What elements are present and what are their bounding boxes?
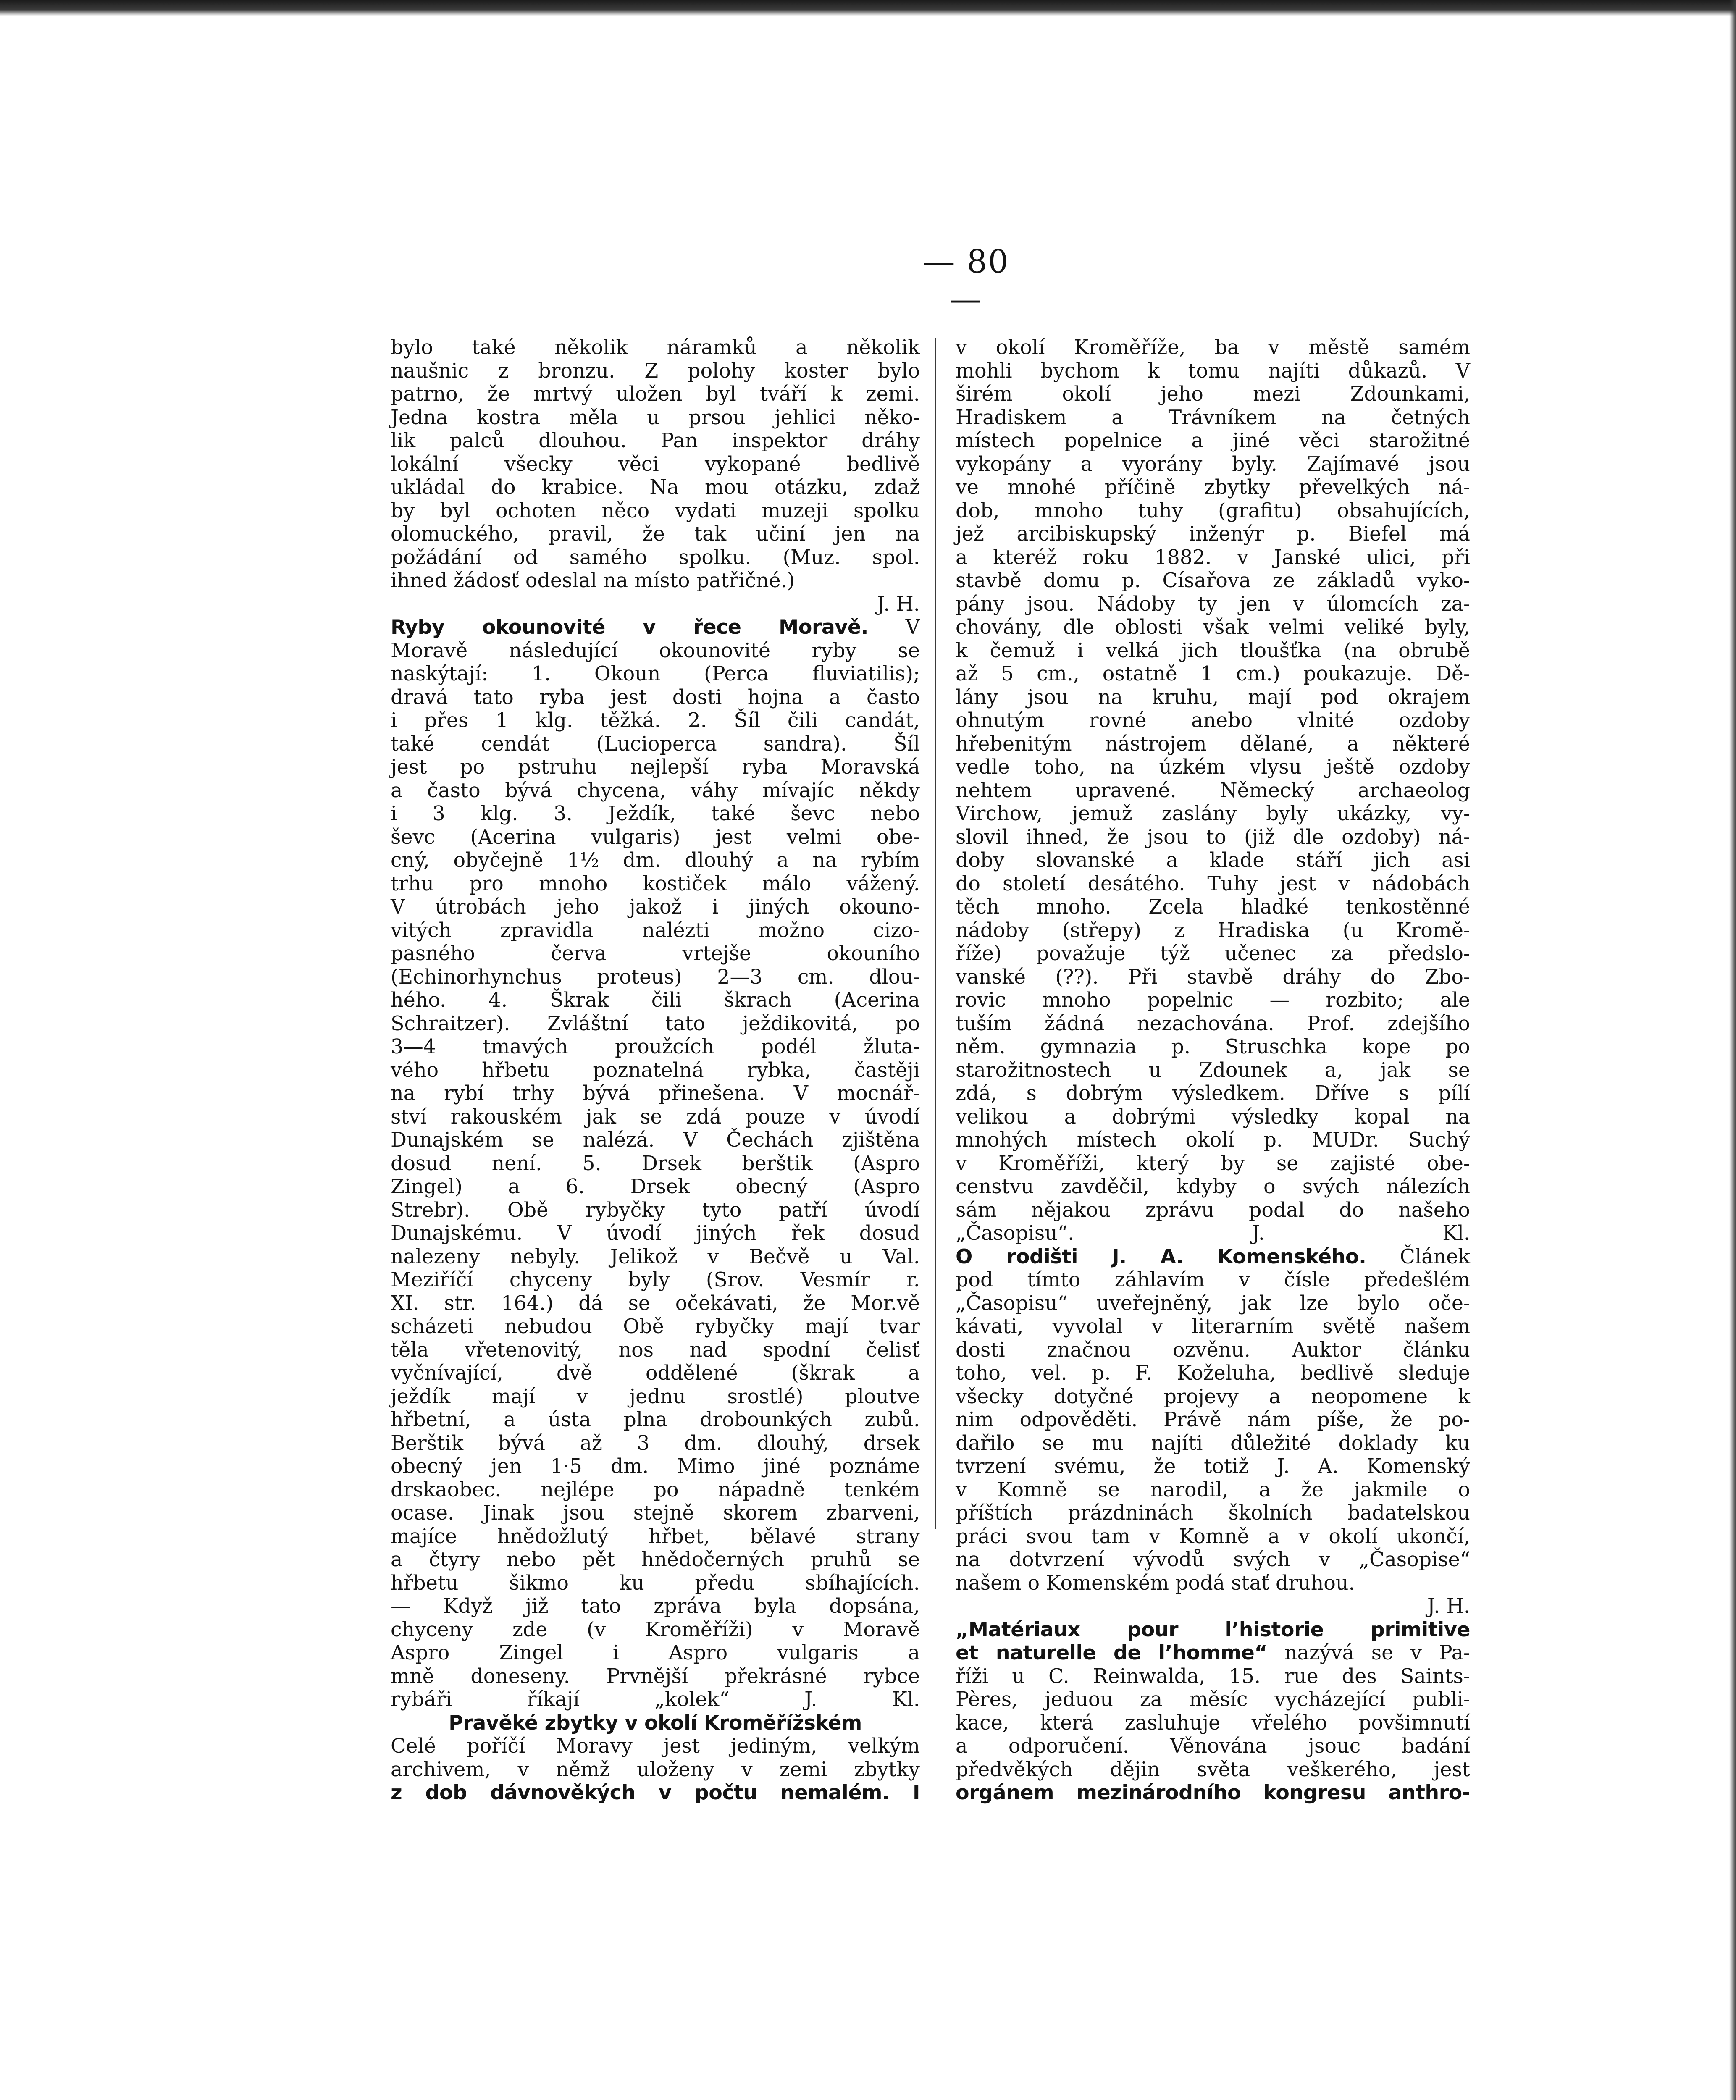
text-line: tuším žádná nezachována. Prof. zdejšího [956,1012,1470,1035]
text-line: rybáři říkají „kolek“ J. Kl. [391,1688,920,1711]
text-line: dosti značnou ozvěnu. Auktor článku [956,1338,1470,1362]
text-line: hřebenitým nástrojem dělané, a některé [956,732,1470,756]
text-line: ukládal do krabice. Na mou otázku, zdaž [391,476,920,499]
text-line: pod tímto záhlavím v čísle předešlém [956,1268,1470,1292]
text-line: 3—4 tmavých proužcích podél žlutа- [391,1035,920,1058]
text-line: kace, která zasluhuje vřelého povšimnutí [956,1711,1470,1735]
text-line: říže) považuje týž učenec za předslo- [956,942,1470,965]
text-line: na dotvrzení vývodů svých v „Časopise“ [956,1548,1470,1571]
text-line: censtvu zavděčil, kdyby o svých nálezích [956,1175,1470,1198]
text-line: sám nějakou zprávu podal do našeho [956,1198,1470,1222]
text-line: ve mnohé příčině zbytky převelkých ná- [956,476,1470,499]
text-line: „Časopisu“. J. Kl. [956,1222,1470,1245]
text-line: Zingel) a 6. Drsek obecný (Aspro [391,1175,920,1198]
text-line: vého hřbetu poznatelná rybka, častěji [391,1058,920,1082]
text-line: O rodišti J. A. Komenského. Článek [956,1245,1470,1268]
text-line: práci svou tam v Komně a v okolí ukončí, [956,1525,1470,1548]
text-line: pasného červa vrtejše okouního [391,942,920,965]
text-line: vyčnívající, dvě oddělené (škrak a [391,1362,920,1385]
text-line: slovil ihned, že jsou to (již dle ozdoby) ná- [956,825,1470,849]
text-line: jež arcibiskupský inženýr p. Biefel má [956,522,1470,546]
text-line: předvěkých dějin světa veškerého, jest [956,1758,1470,1781]
text-line: Berštik bývá až 3 dm. dlouhý, drsek [391,1431,920,1455]
text-line: chyceny zde (v Kroměříži) v Moravě [391,1618,920,1641]
text-line: ihned žádosť odeslal na místo patřičné.) [391,569,795,592]
text-line: Hradiskem a Trávníkem na četných [956,406,1470,429]
text-line: zdá, s dobrým výsledkem. Dříve s pílí [956,1082,1470,1105]
text-line: rovic mnoho popelnic — rozbito; ale [956,989,1470,1012]
text-line: těla vřetenovitý, nos nad spodní čelisť [391,1338,920,1362]
text-line: širém okolí jeho mezi Zdounkami, [956,383,1470,406]
text-line: nádoby (střepy) z Hradiska (u Kromě- [956,919,1470,942]
column-divider [935,338,936,1529]
text-line: naušnic z bronzu. Z polohy koster bylo [391,359,920,383]
text-line: hřbetu šikmo ku předu sbíhajících. [391,1571,920,1595]
text-line: Moravě následující okounovité ryby se [391,639,920,662]
text-line: stavbě domu p. Císařova ze základů vyko- [956,569,1470,592]
text-line: naskýtají: 1. Okoun (Perca fluviatilis); [391,662,920,685]
text-line: ohnutým rovné anebo vlnité ozdoby [956,709,1470,732]
text-line: vitých zpravidla nalézti možno cizo- [391,919,920,942]
text-line: Dunajskému. V úvodí jiných řek dosud [391,1222,920,1245]
text-line: lik palců dlouhou. Pan inspektor dráhy [391,429,920,452]
text-line: drskaobec. nejlépe po nápadně tenkém [391,1478,920,1502]
text-line: XI. str. 164.) dá se očekávati, že Mor.vě [391,1292,920,1315]
text-line: Dunajském se nalézá. V Čechách zjištěna [391,1129,920,1152]
text-line: scházeti nebudou Obě rybyčky mají tvar [391,1315,920,1338]
text-line: v okolí Kroměříže, ba v městě samém [956,336,1470,359]
text-line: et naturelle de l’homme“ nazývá se v Pa- [956,1641,1470,1664]
text-line: Jedna kostra měla u prsou jehlici něko- [391,406,920,429]
text-line: Pravěké zbytky v okolí Kroměřížském [449,1711,862,1735]
text-line: Pères, jeduou za měsíc vycházející publi- [956,1688,1470,1711]
text-line: všecky dotyčné projevy a neopomene k [956,1385,1470,1408]
text-line: k čemuž i velká jich tloušťka (na obrubě [956,639,1470,662]
text-line: kávati, vyvolal v literarním světě našem [956,1315,1470,1338]
text-line: v Kroměříži, který by se zajisté obe- [956,1152,1470,1175]
text-line: a čtyry nebo pět hnědočerných pruhů se [391,1548,920,1571]
left-column [391,336,920,1805]
text-line: a často bývá chycena, váhy mívajíc někdy [391,779,920,802]
text-line: našem o Komenském podá stať druhou. [956,1571,1355,1595]
text-line: Virchow, jemuž zaslány byly ukázky, vy- [956,802,1470,825]
text-line: ježdík mají v jednu srostlé) ploutve [391,1385,920,1408]
text-line: V útrobách jeho jakož i jiných okouno- [391,895,920,919]
text-line: i přes 1 klg. těžká. 2. Šíl čili candát, [391,709,920,732]
text-line: by byl ochoten něco vydati muzeji spolku [391,499,920,522]
text-line: toho, vel. p. F. Koželuha, bedlivě sleduje [956,1362,1470,1385]
text-line: příštích prázdninách školních badatelskou [956,1502,1470,1525]
text-line: dařilo se mu najíti důležité doklady ku [956,1431,1470,1455]
text-line: dravá tato ryba jest dosti hojna a často [391,685,920,709]
text-line: olomuckého, pravil, že tak učiní jen na [391,522,920,546]
text-line: a odporučení. Věnována jsouc badání [956,1735,1470,1758]
scan-edge-right [1729,0,1736,2100]
text-line: těch mnoho. Zcela hladké tenkostěnné [956,895,1470,919]
text-line: vanské (??). Při stavbě dráhy do Zbo- [956,965,1470,989]
text-line: hřbetní, a ústa plna drobounkých zubů. [391,1408,920,1431]
scan-edge-top [0,0,1736,16]
text-line: cný, obyčejně 1½ dm. dlouhý a na rybím [391,849,920,872]
text-line: místech popelnice a jiné věci starožitné [956,429,1470,452]
text-line: pány jsou. Nádoby ty jen v úlomcích za- [956,592,1470,616]
text-line: ství rakouském jak se zdá pouze v úvodí [391,1105,920,1129]
text-line: velikou a dobrými výsledky kopal na [956,1105,1470,1129]
page-number: — 80 — [923,243,1009,318]
text-line: i 3 klg. 3. Ježdík, také ševc nebo [391,802,920,825]
text-line: obecný jen 1·5 dm. Mimo jiné poznáme [391,1455,920,1478]
text-line: vykopány a vyorány byly. Zajímavé jsou [956,452,1470,476]
text-line: mnohých místech okolí p. MUDr. Suchý [956,1129,1470,1152]
text-line: v Komně se narodil, a že jakmile o [956,1478,1470,1502]
text-line: dob, mnoho tuhy (grafitu) obsahujících, [956,499,1470,522]
text-line: Ryby okounovité v řece Moravě. V [391,616,920,639]
text-line: do století desátého. Tuhy jest v nádobách [956,872,1470,895]
text-line: bylo také několik náramků a několik [391,336,920,359]
text-line: chovány, dle oblosti však velmi veliké byly, [956,616,1470,639]
text-line: a kteréž roku 1882. v Janské ulici, při [956,546,1470,569]
text-line: Schraitzer). Zvláštní tato ježdikovitá, po [391,1012,920,1035]
text-line: Strebr). Obě rybyčky tyto patří úvodí [391,1198,920,1222]
text-line: mně doneseny. Prvnější překrásné rybce [391,1664,920,1688]
text-line: lokální všecky věci vykopané bedlivě [391,452,920,476]
text-line: z dob dávnověkých v počtu nemalém. I [391,1781,920,1804]
text-line: (Echinorhynchus proteus) 2—3 cm. dlou- [391,965,920,989]
text-line: také cendát (Lucioperca sandra). Šíl [391,732,920,756]
text-line: nehtem upravené. Německý archaeolog [956,779,1470,802]
text-line: „Matériaux pour l’historie primitive [956,1618,1470,1641]
text-line: vedle toho, na úzkém vlysu ještě ozdoby [956,756,1470,779]
text-line: orgánem mezinárodního kongresu anthro- [956,1781,1470,1804]
text-line: ševc (Acerina vulgaris) jest velmi obe- [391,825,920,849]
text-line: nalezeny nebyly. Jelikož v Bečvě u Val. [391,1245,920,1268]
text-line: trhu pro mnoho kostiček málo vážený. [391,872,920,895]
text-line: J. H. [877,592,920,616]
text-line: nim odpověděti. Právě nám píše, že po- [956,1408,1470,1431]
text-line: majíce hnědožlutý hřbet, bělavé strany [391,1525,920,1548]
text-line: lány jsou na kruhu, mají pod okrajem [956,685,1470,709]
text-line: „Časopisu“ uveřejněný, jak lze bylo oče- [956,1292,1470,1315]
text-line: J. H. [1427,1595,1470,1618]
right-column [956,336,1470,1805]
text-line: — Když již tato zpráva byla dopsána, [391,1595,920,1618]
text-line: doby slovanské a klade stáří jich asi [956,849,1470,872]
text-line: archivem, v němž uloženy v zemi zbytky [391,1758,920,1781]
text-line: něm. gymnazia p. Struschka kope po [956,1035,1470,1058]
text-line: hého. 4. Škrak čili škrach (Acerina [391,989,920,1012]
text-line: až 5 cm., ostatně 1 cm.) poukazuje. Dě- [956,662,1470,685]
text-line: dosud není. 5. Drsek berštik (Aspro [391,1152,920,1175]
text-line: Aspro Zingel i Aspro vulgaris a [391,1641,920,1664]
text-line: patrno, že mrtvý uložen byl tváří k zemi. [391,383,920,406]
text-line: požádání od samého spolku. (Muz. spol. [391,546,920,569]
text-line: starožitnostech u Zdounek a, jak se [956,1058,1470,1082]
text-line: jest po pstruhu nejlepší ryba Moravská [391,756,920,779]
text-line: tvrzení svému, že totiž J. A. Komenský [956,1455,1470,1478]
text-line: ocase. Jinak jsou stejně skorem zbarveni, [391,1502,920,1525]
text-line: Meziříčí chyceny byly (Srov. Vesmír r. [391,1268,920,1292]
text-line: mohli bychom k tomu najíti důkazů. V [956,359,1470,383]
text-line: na rybí trhy bývá přinešena. V mocnář- [391,1082,920,1105]
text-line: Celé poříčí Moravy jest jediným, velkým [391,1735,920,1758]
text-line: říži u C. Reinwalda, 15. rue des Saints- [956,1664,1470,1688]
